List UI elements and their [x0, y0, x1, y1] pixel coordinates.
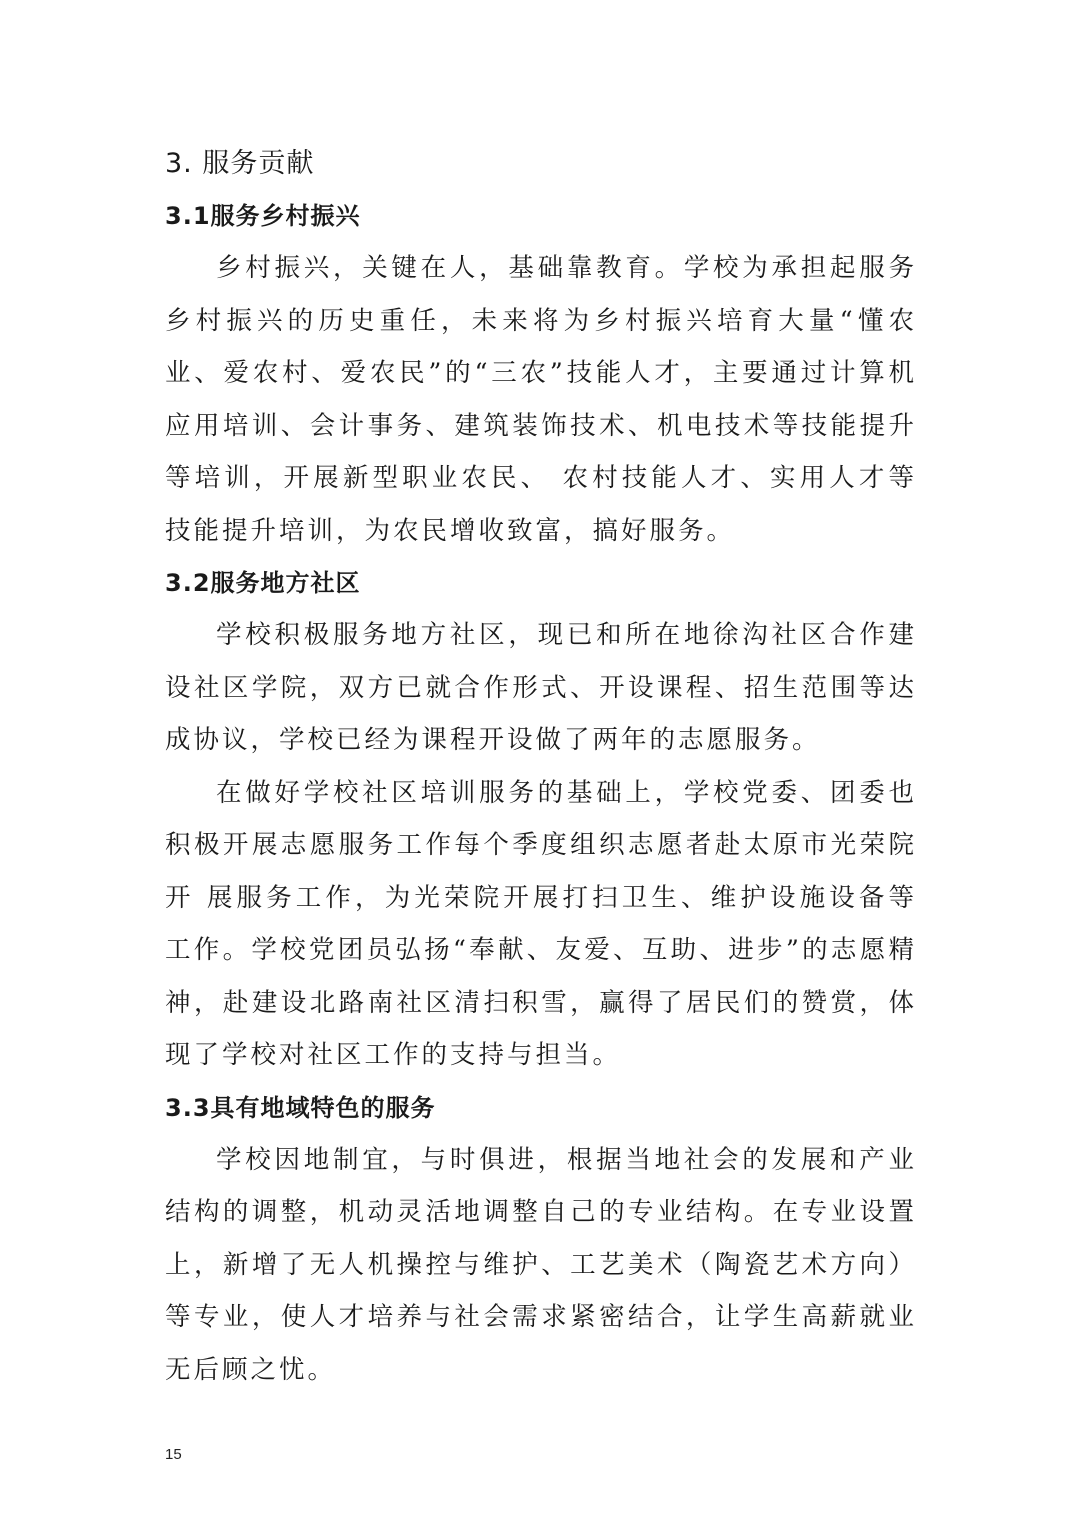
paragraph-rural-revitalization: 乡村振兴，关键在人，基础靠教育。学校为承担起服务乡村振兴的历史重任，未来将为乡村振兴培育大量“懂农业、爱农村、爱农民”的“三农”技能人才，主要通过计算机应用培训、会计事务、建筑装饰技术、机电技术等技能提升等培训，开展新型职业农民、 农村技能人才、实用人才等技能提升培训，为农民增收致富，搞好服务。	[165, 253, 917, 546]
subsection-title-3-2: 3.2服务地方社区	[165, 569, 361, 597]
page-number: 15	[165, 1446, 182, 1463]
subsection-title-3-1: 3.1服务乡村振兴	[165, 202, 361, 230]
page-content	[165, 138, 917, 1396]
subsection-title-3-3: 3.3具有地域特色的服务	[165, 1093, 436, 1122]
paragraph-community-college: 学校积极服务地方社区，现已和所在地徐沟社区合作建设社区学院，双方已就合作形式、开设课程、招生范围等达成协议，学校已经为课程开设做了两年的志愿服务。	[165, 620, 917, 755]
paragraph-regional-service: 学校因地制宜，与时俱进，根据当地社会的发展和产业结构的调整，机动灵活地调整自己的专业结构。在专业设置上，新增了无人机操控与维护、工艺美术（陶瓷艺术方向）等专业，使人才培养与社会需求紧密结合，让学生高薪就业无后顾之忧。	[165, 1144, 917, 1385]
section-title: 3. 服务贡献	[165, 148, 315, 179]
paragraph-volunteer-service: 在做好学校社区培训服务的基础上，学校党委、团委也积极开展志愿服务工作每个季度组织志愿者赴太原市光荣院开 展服务工作，为光荣院开展打扫卫生、维护设施设备等工作。学校党团员弘扬“奉献、友爱、互助、进步”的志愿精神，赴建设北路南社区清扫积雪，赢得了居民们的赞赏，体现了学校对社区工作的支持与担当。	[165, 777, 917, 1070]
